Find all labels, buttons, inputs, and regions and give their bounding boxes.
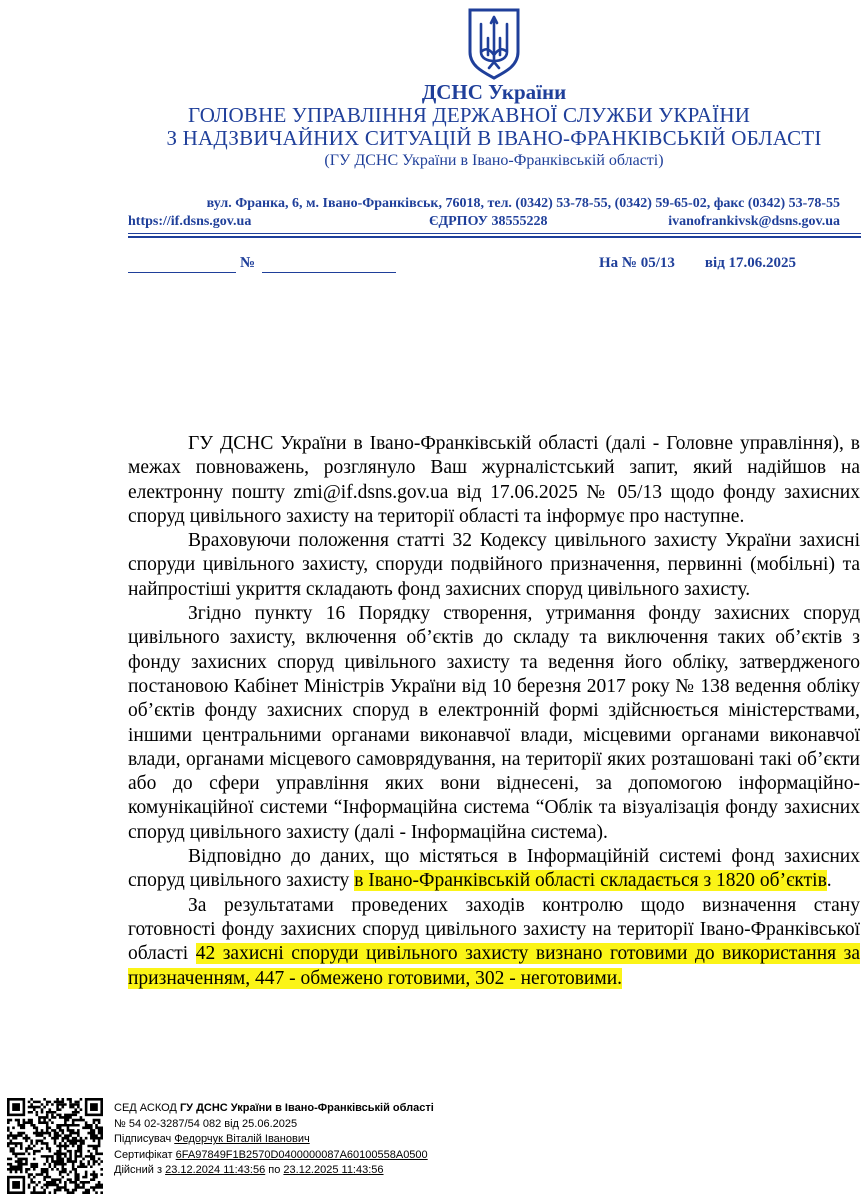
stamp-cert-label: Сертифікат <box>114 1148 173 1161</box>
stamp-signer-label: Підписувач <box>114 1133 172 1146</box>
org-name-line-1: ГОЛОВНЕ УПРАВЛІННЯ ДЕРЖАВНОЇ СЛУЖБИ УКРАЇНИ <box>187 103 751 127</box>
outgoing-number-sign: № <box>240 255 256 271</box>
paragraph-4 <box>128 845 860 894</box>
org-address: вул. Франка, 6, м. Івано-Франківськ, 76018, тел. (0342) 53-78-55, (0342) 59-65-02, факс (0342) 53-78-55 <box>206 196 840 211</box>
paragraph-2: Враховуючи положення статті 32 Кодексу цивільного захисту України захисні споруди цивільного захисту, споруди подвійного призначення, первинні (мобільні) та найпростіші укриття складають фонд захисних споруд цивільного захисту. <box>128 530 860 600</box>
reply-date: 17.06.2025 <box>728 255 797 271</box>
stamp-valid-to: 23.12.2025 11:43:56 <box>283 1164 384 1177</box>
paragraph-3: Згідно пункту 16 Порядку створення, утримання фонду захисних споруд цивільного захисту, включення об’єктів до складу та виключення таких об’єктів з фонду захисних споруд цивільного захисту та ведення його обліку, затвердженого постановою Кабінет Міністрів України від 10 березня 2017 року № 138 ведення обліку об’єктів фонду захисних споруд в електронній формі здійснюється міністерствами, іншими центральними органами виконавчої влади, місцевими органами виконавчої влади, органами місцевого самоврядування, на території яких розташовані такі об’єкти або до сфери управління яких вони віднесені, за допомогою інформаційно-комунікаційної системи “Інформаційна система “Облік та візуалізація фонду захисних споруд цивільного захисту (далі - Інформаційна система). <box>128 603 860 843</box>
website-link[interactable]: https://if.dsns.gov.ua <box>128 214 252 229</box>
qr-code-icon <box>7 1098 103 1194</box>
qr-finder-pattern <box>86 1099 102 1115</box>
stamp-system-label: СЕД АСКОД <box>114 1102 177 1114</box>
stamp-cert: 6FA97849F1B2570D0400000087A60100558A0500 <box>175 1148 428 1161</box>
stamp-valid-to-label: по <box>268 1164 281 1177</box>
stamp-valid-label: Дійсний з <box>114 1164 163 1177</box>
trident-coat-of-arms-icon <box>467 8 521 80</box>
electronic-signature-stamp <box>114 1101 434 1179</box>
paragraph-5 <box>128 894 860 991</box>
org-name-abbreviation: (ГУ ДСНС України в Івано-Франківській області) <box>324 152 664 169</box>
reply-number: На № 05/13 <box>599 255 675 271</box>
header-divider-thick <box>128 236 861 238</box>
qr-modules <box>7 1098 103 1194</box>
paragraph-4-end: . <box>826 870 832 892</box>
email-link[interactable]: ivanofrankivsk@dsns.gov.ua <box>668 214 840 229</box>
stamp-doc-number: № 54 02-3287/54 082 від 25.06.2025 <box>114 1117 298 1130</box>
letter-body <box>128 432 860 991</box>
stamp-signer: Федорчук Віталій Іванович <box>174 1133 310 1146</box>
org-name-line-2: З НАДЗВИЧАЙНИХ СИТУАЦІЙ В ІВАНО-ФРАНКІВСЬКІЙ ОБЛАСТІ <box>166 126 822 150</box>
paragraph-1: ГУ ДСНС України в Івано-Франківській області (далі - Головне управління), в межах повноважень, розглянуло Ваш журналістський запит, який надійшов на електронну пошту zmi@if.dsns.gov.ua від 17.06.2025 № 05/13 щодо фонду захисних споруд цивільного захисту на території області та інформує про наступне. <box>128 433 860 527</box>
paragraph-5-text: За результатами проведених заходів контролю щодо визначення стану готовності фонду захисних споруд цивільного захисту на території Івано-Франківської області <box>128 894 860 965</box>
qr-finder-pattern <box>8 1099 24 1115</box>
reply-reference <box>599 255 796 272</box>
stamp-valid-from: 23.12.2024 11:43:56 <box>165 1164 266 1177</box>
outgoing-number-blank <box>262 255 396 273</box>
highlight-readiness-results: 42 захисні споруди цивільного захисту визнано готовими до використання за призначенням, 447 - обмежено готовими, 302 - неготовими. <box>128 943 861 989</box>
reply-date-label: від <box>704 255 725 271</box>
header-divider-thin <box>128 233 861 234</box>
org-short-name: ДСНС України <box>421 80 567 104</box>
outgoing-date-blank <box>128 255 236 273</box>
org-contact-row <box>128 214 840 232</box>
stamp-org: ГУ ДСНС України в Івано-Франківській області <box>179 1102 434 1114</box>
edrpou-code: ЄДРПОУ 38555228 <box>429 214 548 229</box>
qr-finder-pattern <box>8 1177 24 1193</box>
highlight-total-objects: в Івано-Франківській області складається з 1820 об’єктів <box>354 870 827 892</box>
paragraph-4-text: Відповідно до даних, що містяться в Інформаційній системі фонд захисних споруд цивільного захисту <box>128 846 860 892</box>
